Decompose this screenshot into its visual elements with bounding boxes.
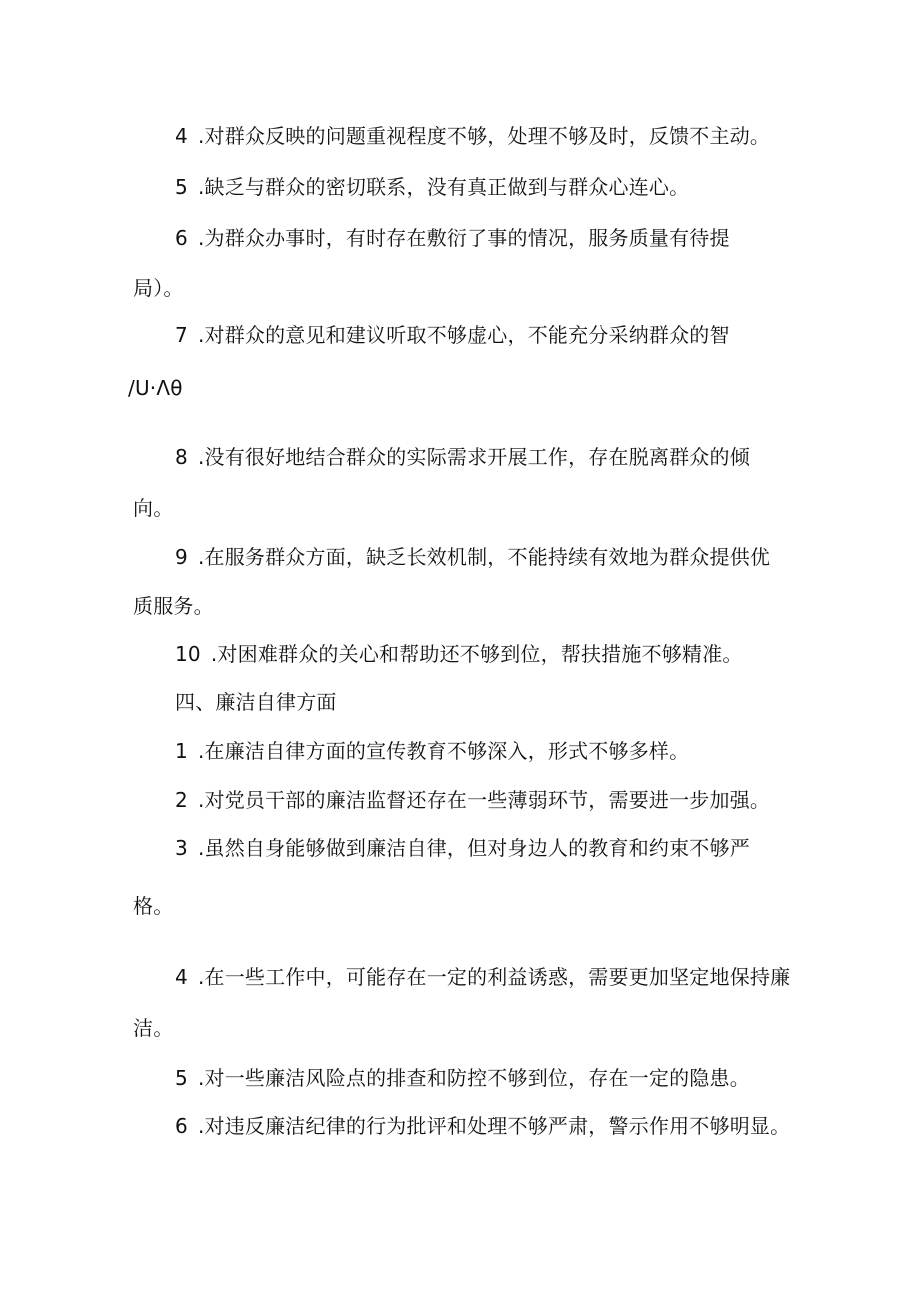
continuation-text: /U·Λθ	[128, 376, 183, 400]
item-number: 1	[175, 739, 188, 763]
item-text: .在一些工作中，可能存在一定的利益诱惑，需要更加坚定地保持廉	[197, 965, 791, 989]
item-text: .对违反廉洁纪律的行为批评和处理不够严肃，警示作用不够明显。	[197, 1114, 791, 1138]
item-number: 4	[175, 965, 188, 989]
item-3-integrity-constraint	[175, 834, 750, 862]
item-text: .在服务群众方面，缺乏长效机制，不能持续有效地为群众提供优	[197, 545, 771, 569]
item-number: 2	[175, 788, 188, 812]
item-3-continuation	[133, 892, 173, 920]
section-heading	[175, 688, 337, 716]
continuation-text: 质服务。	[133, 594, 214, 618]
continuation-text: 局）。	[133, 276, 184, 300]
item-number: 6	[175, 1114, 188, 1138]
item-4-continuation	[133, 1014, 173, 1042]
item-text: .在廉洁自律方面的宣传教育不够深入，形式不够多样。	[197, 739, 690, 763]
item-text: .对困难群众的关心和帮助还不够到位，帮扶措施不够精准。	[210, 642, 743, 666]
continuation-text: 格。	[133, 894, 174, 918]
continuation-text: 向。	[133, 496, 174, 520]
item-4-integrity-temptation	[175, 963, 790, 991]
section-title: 四、廉洁自律方面	[175, 690, 337, 714]
item-text: .虽然自身能够做到廉洁自律，但对身边人的教育和约束不够严	[197, 836, 750, 860]
item-number: 5	[175, 175, 188, 199]
item-text: .对群众的意见和建议听取不够虚心，不能充分采纳群众的智	[197, 323, 730, 347]
item-text: .没有很好地结合群众的实际需求开展工作，存在脱离群众的倾	[197, 445, 750, 469]
item-7-continuation	[128, 374, 183, 402]
item-text: .为群众办事时，有时存在敷衍了事的情况，服务质量有待提	[197, 226, 730, 250]
item-9-continuation	[133, 592, 214, 620]
item-9-group-mechanism	[175, 543, 770, 571]
item-6-group-service	[175, 224, 730, 252]
item-text: .对一些廉洁风险点的排查和防控不够到位，存在一定的隐患。	[197, 1066, 750, 1090]
item-text: .缺乏与群众的密切联系，没有真正做到与群众心连心。	[197, 175, 690, 199]
item-6-continuation	[133, 274, 184, 302]
item-number: 7	[175, 323, 188, 347]
item-number: 6	[175, 226, 188, 250]
item-number: 10	[175, 642, 201, 666]
continuation-text: 洁。	[133, 1016, 174, 1040]
item-number: 3	[175, 836, 188, 860]
item-number: 9	[175, 545, 188, 569]
item-number: 4	[175, 124, 188, 148]
item-8-continuation	[133, 494, 173, 522]
item-number: 5	[175, 1066, 188, 1090]
item-text: .对党员干部的廉洁监督还存在一些薄弱环节，需要进一步加强。	[197, 788, 771, 812]
item-2-integrity-supervision	[175, 786, 770, 814]
item-5-group-contact	[175, 173, 689, 201]
item-1-integrity-education	[175, 737, 689, 765]
item-text: .对群众反映的问题重视程度不够，处理不够及时，反馈不主动。	[197, 124, 771, 148]
item-10-group-difficulty	[175, 640, 743, 668]
item-8-group-needs	[175, 443, 750, 471]
item-number: 8	[175, 445, 188, 469]
item-4-group-feedback	[175, 122, 770, 150]
item-6-integrity-warning	[175, 1112, 790, 1140]
item-5-integrity-risk	[175, 1064, 750, 1092]
item-7-group-opinions	[175, 321, 730, 349]
